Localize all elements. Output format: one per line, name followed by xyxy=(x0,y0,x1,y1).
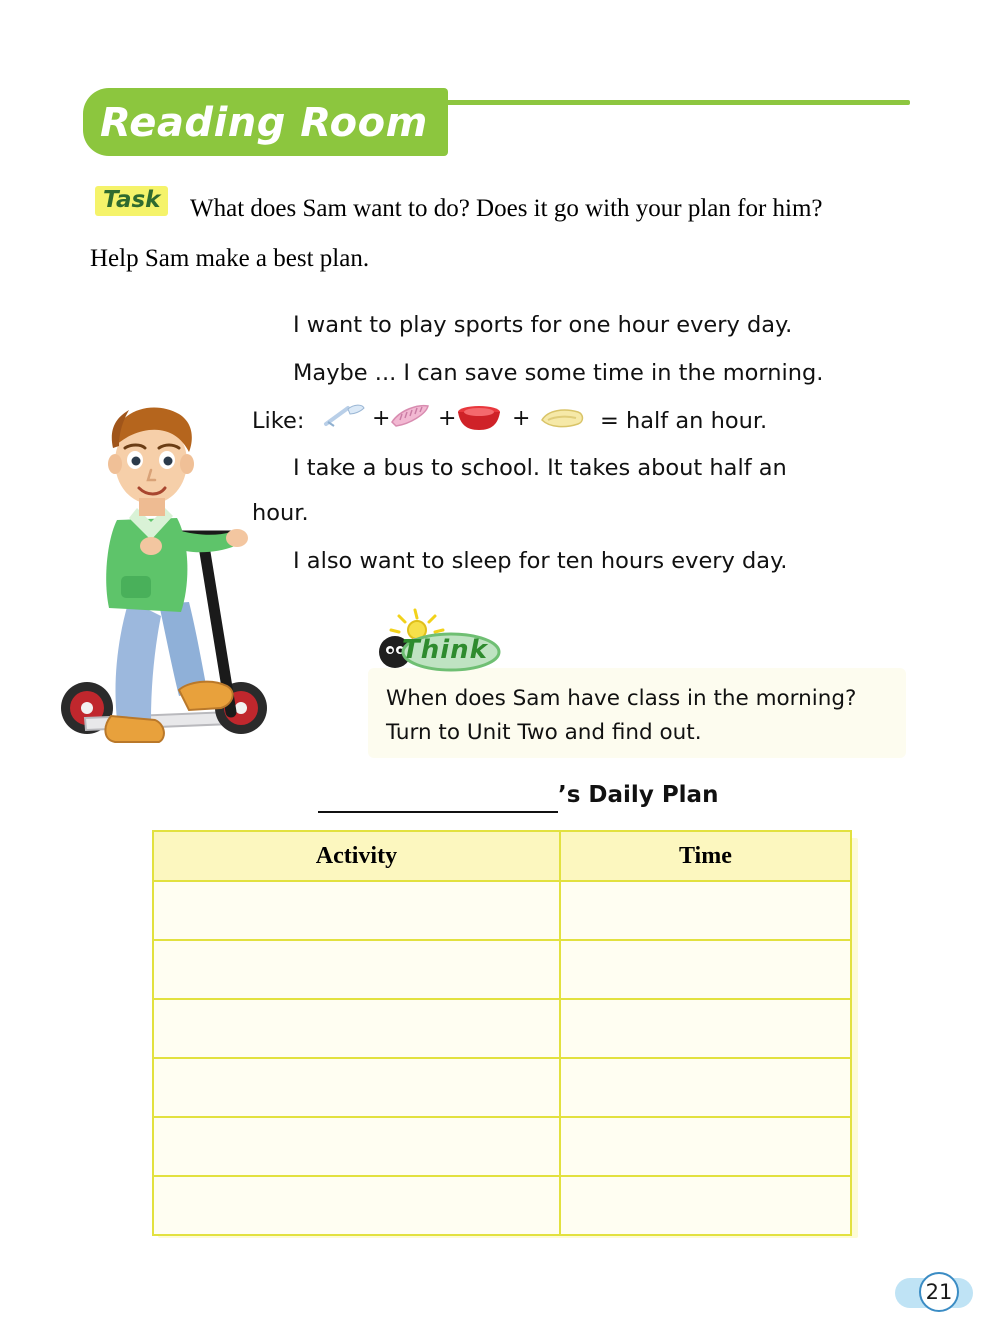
think-label: Think xyxy=(402,635,488,665)
task-instruction-line-2: Help Sam make a best plan. xyxy=(90,245,370,272)
bowl-icon xyxy=(456,404,502,432)
boy-on-scooter-illustration xyxy=(55,390,275,755)
header-rule xyxy=(430,100,910,105)
cell-time[interactable] xyxy=(560,1058,851,1117)
cell-time[interactable] xyxy=(560,940,851,999)
speech-line-5: hour. xyxy=(252,500,309,526)
task-badge: Task xyxy=(95,186,168,216)
plus-sign-3: + xyxy=(512,406,531,431)
column-header-activity: Activity xyxy=(153,831,560,881)
table-row xyxy=(153,940,851,999)
plus-sign-1: + xyxy=(372,406,391,431)
speech-line-4: I take a bus to school. It takes about half an xyxy=(293,455,787,481)
cell-activity[interactable] xyxy=(153,940,560,999)
cell-time[interactable] xyxy=(560,1117,851,1176)
page-number: 21 xyxy=(925,1280,953,1304)
table-header-row xyxy=(153,831,851,881)
towel-icon xyxy=(540,406,586,432)
speech-line-6: I also want to sleep for ten hours every day. xyxy=(293,548,788,574)
daily-plan-table xyxy=(152,830,852,1236)
page-title: Reading Room xyxy=(100,100,428,146)
think-question-line-2: Turn to Unit Two and find out. xyxy=(386,720,702,745)
plan-title xyxy=(300,782,760,816)
plus-sign-2: + xyxy=(438,406,457,431)
speech-line-3-suffix: = half an hour. xyxy=(600,408,768,434)
cell-activity[interactable] xyxy=(153,881,560,940)
table-row xyxy=(153,1117,851,1176)
toothbrush-icon xyxy=(322,402,366,430)
speech-line-1: I want to play sports for one hour every day. xyxy=(293,312,793,338)
speech-line-3-prefix: Like: xyxy=(252,408,305,434)
table-row xyxy=(153,1176,851,1235)
name-blank-line[interactable] xyxy=(318,810,558,813)
plan-title-text: ’s Daily Plan xyxy=(558,782,719,808)
column-header-time: Time xyxy=(560,831,851,881)
page-number-badge xyxy=(895,1272,973,1314)
comb-icon xyxy=(388,402,432,430)
cell-time[interactable] xyxy=(560,881,851,940)
cell-activity[interactable] xyxy=(153,999,560,1058)
table-row xyxy=(153,1058,851,1117)
page-header xyxy=(0,88,1000,158)
cell-activity[interactable] xyxy=(153,1058,560,1117)
cell-activity[interactable] xyxy=(153,1117,560,1176)
table-row xyxy=(153,881,851,940)
task-instruction-line-1: What does Sam want to do? Does it go with your plan for him? xyxy=(190,195,823,222)
speech-line-2: Maybe ... I can save some time in the morning. xyxy=(293,360,824,386)
think-question-line-1: When does Sam have class in the morning? xyxy=(386,686,857,711)
cell-time[interactable] xyxy=(560,999,851,1058)
cell-time[interactable] xyxy=(560,1176,851,1235)
cell-activity[interactable] xyxy=(153,1176,560,1235)
table-row xyxy=(153,999,851,1058)
